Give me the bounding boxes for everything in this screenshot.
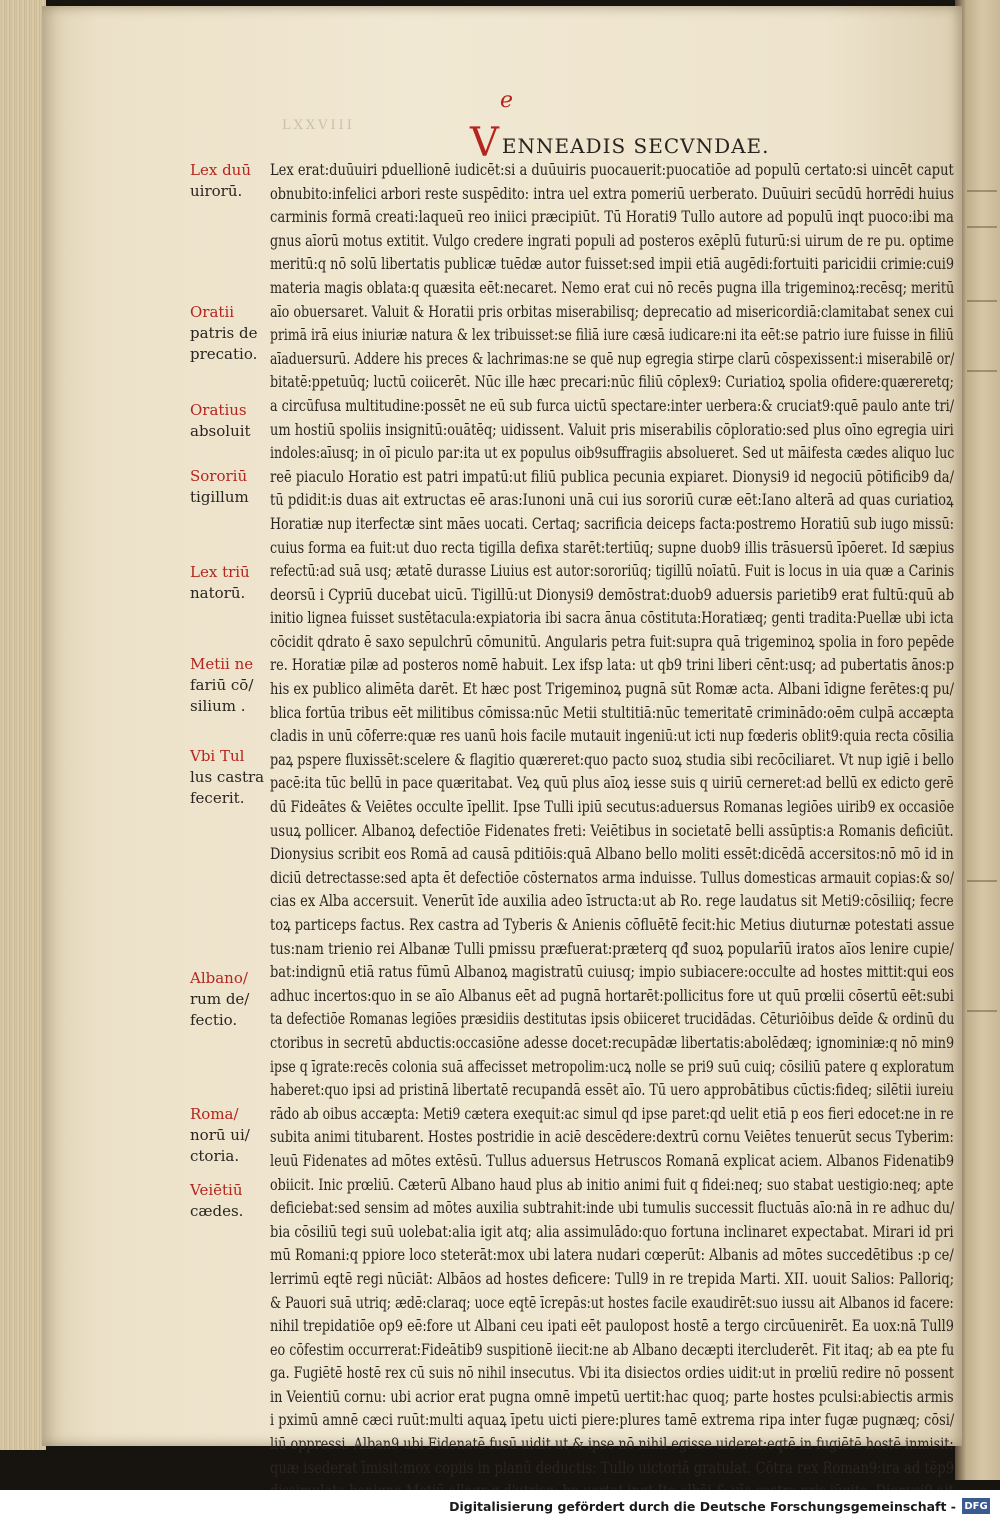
text-line: diciū detrectasse:sed apta ēt defectiōe cōsternatos arma induisse. Tullus domesticas armauit copias:& so/ (270, 867, 954, 887)
text-line: tus:nam trienio rei Albanæ Tulli pmissu præfuerat:præterq qđ suoꝝ popularīū iratos aīos lenire cupie/ (270, 938, 954, 958)
text-line: liū oppressi. Alban9 ubi Fidenatē fusū uidit ut & ipse nō nihil egisse uideret:eqtē in fugiētē hostē inmisit: (270, 1434, 954, 1454)
text-line: refectū:ad suā usq; ætatē durasse Liuius est autor:sororiūq; tigillū noīatū. Fuit is locus in uia quæ a Carinis (270, 561, 955, 581)
text-line: bat:indignū etiā ratus fūmū Albanoꝝ magistratū cuiusq; impio subiacere:occulte ad hostes mittit:qui eos (270, 962, 955, 982)
text-line: a circūfusa multitudine:possēt ne eū sub furca uictū spectare:inter uerbera:& cruciat9:quē paulo ante tri/ (270, 395, 955, 415)
text-line: quæ isederat īmisit:mox copiis in planū deductis: Tullo uictoriā gratulat. Cōtra rex Roman9:ira ad tēp9 (270, 1457, 955, 1477)
text-line: primā irā eius iniuriæ natura & lex tribuisset:se filiā iure cæsā iudicare:ni ita eēt:se patrio iure fuisse in filiū (270, 325, 954, 345)
margin-note-romanorum-victoria: Roma/ norū ui/ ctoria. (190, 1105, 250, 1165)
text-line: ga. Fugiētē hostē rex cū suis nō nihil insecutus. Vbi ita disiectos ordies uidit:ut in prœliū redire nō possent (270, 1363, 954, 1383)
text-line: usuꝝ pollicer. Albanoꝝ defectiōe Fidenates freti: Veiētibus in societatē belli assūptis:a Romanis deficiūt. (270, 820, 954, 840)
text-line: rādo ab oibus accæpta: Meti9 cætera exequit:ac simul qd ipse paret:qd uelit etiā p eos fieri edocet:ne in re (270, 1103, 954, 1123)
text-line: blica fortūa tribus eēt militibus cōmissa:nūc Metii stultitiā:nūc temeritatē criminādo:oēm culpā accæpta (270, 702, 954, 722)
footer-bar (0, 1490, 1000, 1523)
margin-note-oratius-absoluit: Oratius absoluit (190, 401, 251, 440)
text-line: nihil trepidatiōe op9 eē:fore ut Albani ceu ipati eēt paulopost hostē a tergo circūuenirēt. Ea uox:nā Tull9 (270, 1316, 954, 1336)
text-line: ctoribus in secretū abductis:occasiōne adesse docet:recupādæ libertatis:abolēdæq; ignominiæ:q nō min9 (270, 1032, 955, 1052)
text-line: cuius forma ea fuit:ut duo recta tigilla defixa starēt:tertiūq; supne duob9 illis trāsuersū īpōeret. Id sæpius (270, 537, 955, 557)
text-line: obnubito:infelici arbori reste suspēdito: intra uel extra pomeriū uerberato. Duūuiri secūdū horrēdi huius (270, 183, 954, 203)
text-line: carminis formā creati:laqueū reo iniici præcipiūt. Tū Horati9 Tullo autore ad populū inqt puoco:ibi ma (270, 207, 954, 227)
margin-note-castra: Vbi Tul lus castra fecerit. (190, 747, 265, 807)
text-line: subita animi titubarent. Hostes postridie in aciē descēdere:dextrū cornu Veiētes tenuerūt secus Tyberim: (270, 1127, 954, 1147)
text-line: materia magis oblata:q quæsita eēt:necaret. Nemo erat cui nō recēs pugna illa trigeminoꝝ:recēsq; meritū (270, 277, 955, 297)
text-line: meritū:q nō solū libertatis publicæ tuēdæ autor fuisset:sed impii etiā augēdi:fortuiti paricidii crimie:cui9 (270, 254, 955, 274)
text-line: paꝝ pspere fluxissēt:scelere & flagitio quæreret:quo pacto suoꝝ studia sibi recōciliaret. Vt nup igiē i bello (270, 749, 954, 769)
rubric-mark: ℯ (500, 88, 515, 113)
text-line: deorsū i Cypriū ducebat uicū. Tigillū:ut Dionysi9 demōstrat:duob9 aduersis parietib9 erat fultū:quū ab (270, 584, 955, 604)
text-line: reē piaculo Horatio est patri impatū:ut filiū publica pecunia expiaret. Dionysi9 id negociū pōtificib9 da/ (270, 466, 954, 486)
text-line: pacē:ita tūc bellū in pace quæritabat. Veꝝ quū plus aīoꝝ iesse suis q uiriū cerneret:ad bellū ex edicto gerē (270, 773, 954, 793)
dfg-logo: DFG (962, 1498, 990, 1514)
text-line: deficiebat:sed sensim ad mōtes auxilia subtrahit:inde ubi tumulis successit fluctuās aīo:nā in re adhuc du/ (270, 1198, 955, 1218)
text-line: ta defectiōe Romanas legiōes præsidiis destitutas ipsis obiiceret trucidādas. Cēturiōibus deīde & ordinū du (270, 1009, 955, 1029)
text-line: bitatē:ppetuūq; luctū coiicerēt. Nūc ille hæc precari:nūc filiū cōplex9: Curiatioꝝ spolia ofidere:quæreretq; (270, 372, 954, 392)
text-line: indoles:aīusq; in oī piculo par:ita ut ex populus oib9suffragiis absolueret. Sed ut māifesta cædes aliquo luc (270, 443, 955, 463)
page-header (470, 88, 770, 166)
text-line: lerrimū eqtē regi nūciāt: Albāos ad hostes deficere: Tull9 in re trepida Marti. XII. uouit Salios: Palloriq; (270, 1268, 955, 1288)
text-line: aīo obuersaret. Valuit & Horatii pris orbitas miserabilisq; deprecatio ad misericordiā:clamitabat senex cui (270, 301, 954, 321)
text-line: i pximū amnē cæci ruūt:multi aquaꝝ īpetu uicti piere:plures tamē extrema ripa inter fugæ pugnæq; cōsi/ (270, 1410, 955, 1430)
text-line: initio lignea fuisset sustētacula:expiatoria ibi sacra ānua cōstituta:Horatiæq; genti tradita:Puellæ ubi icta (270, 608, 954, 628)
text-line: adhuc incertos:quo in se aīo Albanus eēt ad pugnā hortarēt:pollicitus fore ut quū prœlii cōsertū eēt:subi (270, 985, 954, 1005)
text-line: his ex publico alimēta darēt. Et hæc post Trigeminoꝝ pugnā sūt Romæ acta. Albani īdigne ferētes:q pu/ (270, 679, 955, 699)
text-line: haberet:quo ipsi ad pristinā libertatē recupandā essēt aīo. Tū uero approbātibus cūctis:fideq; silētii iureiu (270, 1080, 954, 1100)
text-line: obiicit. Inic prœliū. Cæterū Albano haud plus ab initio animi fuit q fidei:neq; suo stabat uestigio:neq; apte (270, 1174, 954, 1194)
text-line: mū Romani:q ppiore loco steterāt:mox ubi latera nudari cœperūt: Albanis ad mōtes succedētibus :p ce/ (270, 1245, 954, 1265)
text-line: in Veientiū cornu: ubi acrior erat pugna omnē impetū uertit:hac quoq; parte hostes pculsi:abiectis armis (270, 1386, 954, 1406)
text-line: cladis in unū cōferre:quæ res uanū hois facile mutauit ingeniū:ut icti nup fœderis oblit9:quia recta cōsilia (270, 726, 954, 746)
text-line: bia cōsiliū tegi suū uolebat:alia igit atq; alia assimulādo:quo fortuna inclinaret expectabat. Mirari id pri (270, 1221, 954, 1241)
text-line: gnus aīorū motus extitit. Vulgo credere ingrati populi ad posteros exēplū futurū:si uirum de re pu. optime (270, 230, 954, 250)
margin-note-lex-duumvirorum: Lex duū uirorū. (190, 161, 251, 200)
text-line: & Pauori suā utriq; ædē:claraq; uoce eqtē īcrepās:ut hostes facile exaudirēt:suo iussu ait Albanos id facere: (270, 1292, 954, 1312)
text-line: aīaduersurū. Addere his preces & lachrimas:ne se quē nup egregia stirpe clarū cōspexissent:i miserabilē or/ (270, 348, 955, 368)
text-line: cōcidit qdrato ē saxo sepulchrū cōmunitū. Angularis petra fuit:supra quā trigeminoꝝ spolia in foro pepēde (270, 631, 955, 651)
text-line: Horatiæ nup iterfectæ sint māes uocati. Certaq; sacrificia deiceps facta:postremo Horatiū sub iugo missū: (270, 513, 955, 533)
text-line: cias ex Alba accersuit. Venerūt īde auxilia adeo īstructa:ut ab Ro. rege laudatus sit Meti9:cōsiliiq; fecre (270, 891, 954, 911)
text-line: eo cōfestim occurrerat:Fideātib9 suspitionē iiecit:ne ab Albano decæpti itercluderēt. Fit itaq; ab ea pte fu (270, 1339, 955, 1359)
margin-note-albanorum-defectio: Albano/ rum de/ fectio. (190, 969, 250, 1029)
text-line: re. Horatiæ pilæ ad posteros nomē habuit. Lex ifsp lata: ut qb9 trini liberi cēnt:usq; ad pubertatis ānos:p (270, 655, 955, 675)
text-line: Lex erat:duūuiri pduellionē iudicēt:si a duūuiris puocauerit:puocatiōe ad populū certato:si uincēt caput (270, 160, 954, 179)
bleed-through-header: LXXVIII (282, 118, 355, 133)
text-line: um hostiū spoliis insignitū:ouātēq; uidissent. Valuit pris miserabilis cōploratio:sed plus oīno egregia uiri (270, 419, 954, 439)
margin-note-veientium-caedes: Veiētiū cædes. (190, 1181, 244, 1220)
text-line: Dionysius scribit eos Romā ad causā pditiōis:quā Albano bello moliti essēt:dicēdā accersitos:nō mō id in (270, 844, 954, 864)
funding-credit: Digitalisierung gefördert durch die Deutsche Forschungsgemeinschaft - (449, 1499, 956, 1514)
text-line: ipse q īgrate:recēs colonia suā affecisset metropolim:ucꝝ nolle se pri9 suū cuiq; cōsiliū patere q exploratum (270, 1056, 955, 1076)
text-line: dū Fideātes & Veiētes occulte īpellit. Ipse Tulli ipiū secutus:aduersus Romanas legiōes uirib9 ex occasiōe (270, 797, 955, 817)
text-line: toꝝ particeps factus. Rex castra ad Tyberis & Anienis cōfluētē fecit:hic Metius diuturnæ potestati assue (270, 915, 955, 934)
margin-note-oratii-patris: Oratii patris de precatio. (190, 303, 258, 363)
page-title: ENNEADIS SECVNDAE. (501, 134, 770, 158)
text-line: tū pdidit:is duas ait extructas eē aras:Iunoni unā cui ius sororiū curæ eēt:Iano alterā ad quas curiatioꝝ (270, 490, 954, 510)
page-edges (0, 0, 46, 1450)
body-text (270, 158, 956, 1503)
margin-note-lex-trinatorum: Lex triū natorū. (190, 563, 250, 602)
text-line: leuū Fidenates ad mōtes extēsū. Tullus aduersus Hetruscos Romanā explicat aciem. Albanos Fidenatib9 (270, 1150, 955, 1170)
margin-note-metii-consilium: Metii ne fariū cō/ silium . (190, 655, 254, 715)
red-initial: V (470, 120, 500, 166)
margin-note-sororium-tigillum: Sororiū tigillum (190, 467, 249, 506)
